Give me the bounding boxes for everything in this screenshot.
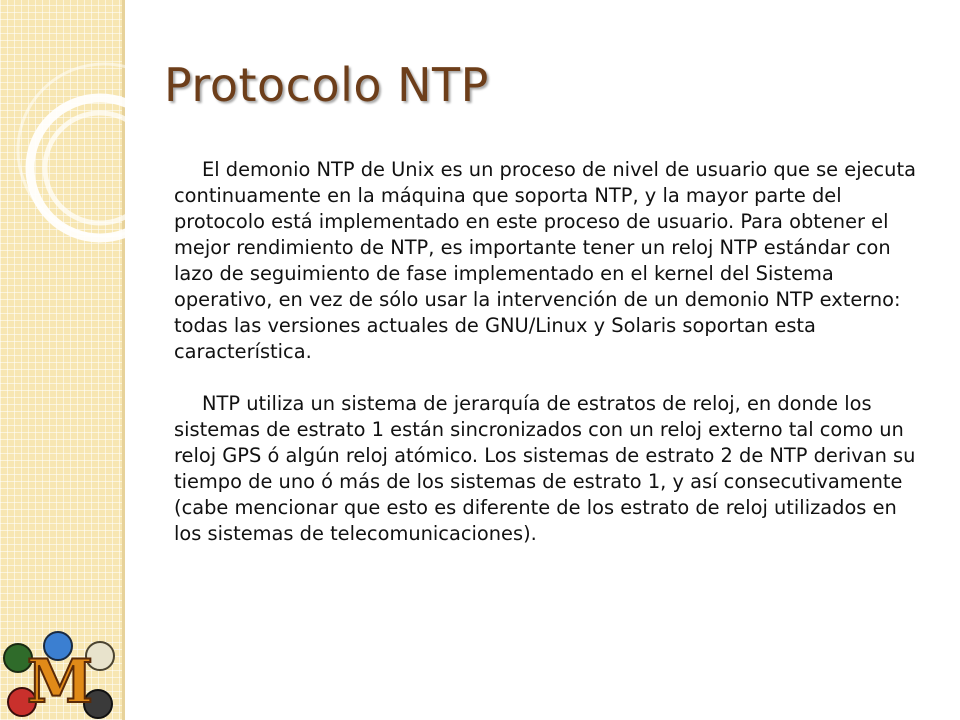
slide-body (174, 157, 924, 547)
decorative-rings (0, 0, 125, 320)
inner-ring (45, 113, 125, 223)
logo-letter: M (26, 647, 94, 717)
slide-title: Protocolo NTP (164, 58, 489, 112)
magic-logo (0, 628, 122, 720)
paragraph-1: El demonio NTP de Unix es un proceso de nivel de usuario que se ejecuta continuamente en la máquina que soporta NTP, y la mayor parte del protocolo está implementado en este proceso de usuario. Para obtener el mejor rendimiento de NTP, es importante tener un reloj NTP estándar con lazo de seguimiento de fase implementado en el kernel del Sistema operativo, en vez de sólo usar la intervención de un demonio NTP externo: todas las versiones actuales de GNU/Linux y Solaris soportan esta característica. (174, 158, 916, 363)
paragraph-2: NTP utiliza un sistema de jerarquía de estratos de reloj, en donde los sistemas de estrato 1 están sincronizados con un reloj externo tal como un reloj GPS ó algún reloj atómico. Los sistemas de estrato 2 de NTP derivan su tiempo de uno ó más de los sistemas de estrato 1, y así consecutivamente (cabe mencionar que esto es diferente de los estrato de reloj utilizados en los sistemas de telecomunicaciones). (174, 392, 916, 545)
